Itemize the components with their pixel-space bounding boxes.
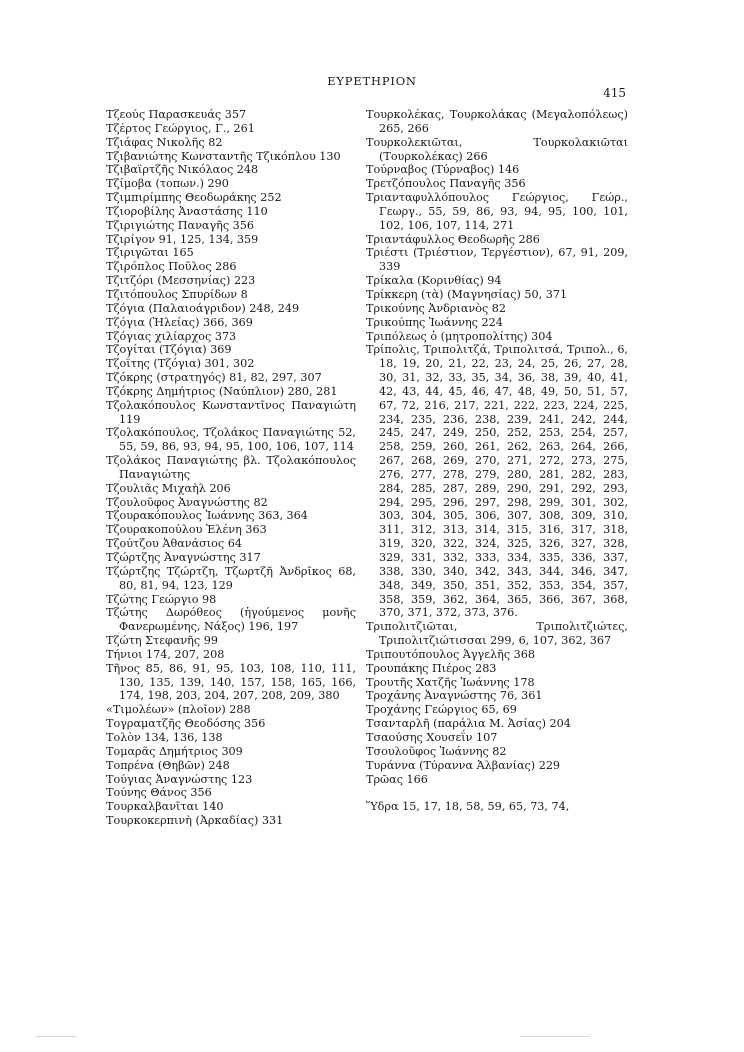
index-entry: Τζιτζόρι (Μεσσηνίας) 223 (106, 274, 256, 288)
index-entry: Τζοΐτης (Τζόγια) 301, 302 (106, 357, 255, 371)
index-entry: Τήνιοι 174, 207, 208 (106, 647, 225, 661)
index-entry: Τούνης Θάνος 356 (106, 786, 212, 800)
index-entry: Τογραματζῆς Θεοδόσης 356 (106, 717, 266, 731)
index-entry: Τουρκοκερπινὴ (Ἀρκαδίας) 331 (106, 814, 284, 828)
index-entry: Τζέρτος Γεώργιος, Γ., 261 (106, 121, 255, 135)
index-entry: Τζιρίγον 91, 125, 134, 359 (106, 232, 259, 246)
index-entry: «Τιμολέων» (πλοῖον) 288 (106, 703, 251, 717)
index-entry: Τομαρᾶς Δημήτριος 309 (106, 744, 243, 758)
index-entry: Τολὸν 134, 136, 138 (106, 730, 223, 744)
index-entry: Τριπουτόπουλος Ἀγγελῆς 368 (366, 647, 535, 661)
index-entry: Τζιμπιρίμπης Θεοδωράκης 252 (106, 191, 282, 205)
index-entry: Τροχάνης Ἀναγνώστης 76, 361 (366, 689, 543, 703)
index-entry: Τζολακόπουλος Κωνσταντῖνος Παναγιώτη 119 (106, 398, 356, 426)
index-column-left (106, 108, 356, 828)
index-entry: Τροχάνης Γεώργιος 65, 69 (366, 703, 517, 717)
scan-speck (520, 1036, 590, 1037)
index-entry: Τζώρτζης Ἀναγνώστης 317 (106, 551, 261, 564)
index-entry: Τζιβανιώτης Κωνσταντῆς Τζικόπλου 130 (106, 149, 341, 163)
index-entry: Τρικούνης Ἀνδριανὸς 82 (366, 301, 507, 315)
index-entry: Τριπολιτζιῶται, Τριπολιτζιώτες, Τριπολιτζιώτισσαι 299, 6, 107, 362, 367 (366, 620, 628, 648)
index-entry: Τρικούπης Ἰωάννης 224 (366, 315, 503, 329)
index-entry: Τζουλοῦφος Ἀναγνώστης 82 (106, 495, 268, 509)
index-entry: Τούγιας Ἀναγνώστης 123 (106, 772, 253, 786)
page-number: 415 (603, 86, 626, 100)
section-gap (366, 786, 628, 800)
index-entry: Τυράννα (Τύραννα Ἀλβανίας) 229 (366, 758, 561, 772)
index-entry: Τζώτης Γεώργιο 98 (106, 592, 217, 606)
index-entry: Τριαντάφυλλος Θεοδωρῆς 286 (366, 232, 540, 246)
index-entry: Τρίκαλα (Κορινθίας) 94 (366, 274, 502, 288)
index-entry: Τσουλοῦφος Ἰωάννης 82 (366, 744, 507, 758)
index-column-right (366, 108, 628, 814)
index-entry: Τρίκκερη (τὰ) (Μαγνησίας) 50, 371 (366, 287, 568, 301)
index-entry: Τζολακόπουλος, Τζολάκος Παναγιώτης 52, 55, 59, 86, 93, 94, 95, 100, 106, 107, 114 (106, 426, 356, 454)
index-entries-right (366, 108, 628, 786)
index-entry: Τρουτῆς Χατζῆς Ἰωάννης 178 (366, 675, 535, 689)
index-entry: Τζουλιᾶς Μιχαὴλ 206 (106, 481, 231, 495)
index-entry: Τζιριγιώτης Παναγῆς 356 (106, 218, 255, 232)
index-entry: Τζολάκος Παναγιώτης βλ. Τζολακόπουλος Παναγιώτης (106, 454, 356, 481)
index-entry: Τζιτόπουλος Σπυρίδων 8 (106, 287, 248, 301)
index-entry: Τρετζόπουλος Παναγῆς 356 (366, 177, 526, 191)
index-entry: Τζιβαϊρτζῆς Νικόλαος 248 (106, 163, 259, 177)
index-entry: Τζιοροβίλης Ἀναστάσης 110 (106, 204, 268, 218)
index-entry: Τριπόλεως ὁ (μητροπολίτης) 304 (366, 329, 553, 343)
index-entry: Τζουρακόπουλος Ἰωάννης 363, 364 (106, 509, 308, 523)
index-entry: Τριανταφυλλόπουλος Γεώργιος, Γεώρ., Γεωργ., 55, 59, 86, 93, 94, 95, 100, 101, 102, 106, 107, 114, 271 (366, 191, 628, 232)
index-entry: Τουρκαλβανῖται 140 (106, 800, 224, 814)
index-entry: Τσανταρλῆ (παράλια Μ. Ἀσίας) 204 (366, 717, 571, 731)
index-entry: Τζιάφας Νικολῆς 82 (106, 135, 223, 149)
index-entry: Τζόγια (Ἠλείας) 366, 369 (106, 315, 253, 329)
index-entry: Τζόκρης (στρατηγός) 81, 82, 297, 307 (106, 371, 322, 385)
index-entry: Τζίμοβα (τοπων.) 290 (106, 177, 229, 191)
index-entry: Τζόκρης Δημήτριος (Ναύπλιον) 280, 281 (106, 384, 338, 398)
index-entry: Τῆνος 85, 86, 91, 95, 103, 108, 110, 111, 130, 135, 139, 140, 157, 158, 165, 166, 174, 198, 203, 204, 207, 208, 209, 380 (106, 661, 356, 703)
index-entry: Τρίπολις, Τριπολιτζά, Τριπολιτσά, Τριπολ., 6, 18, 19, 20, 21, 22, 23, 24, 25, 26, 27, 28, 30, 31, 32, 33, 35, 34, 36, 38, 39, 40, 41, 42, 43, 44, 45, 46, 47, 48, 49, 50, 51, 57, 67, 72, 216, 217, 221, 222, 223, 224, 225, 234, 235, 236, 238, 239, 241, 242, 244, 245, 247, 249, 250, 252, 253, 254, 257, 258, 259, 260, 261, 262, 263, 264, 266, 267, 268, 269, 270, 271, 272, 273, 275, 276, 277, 278, 279, 280, 281, 282, 283, 284, 285, 287, 289, 290, 291, 292, 293, 294, 295, 296, 297, 298, 299, 301, 302, 303, 304, 305, 306, 307, 308, 309, 310, 311, 312, 313, 314, 315, 316, 317, 318, 319, 320, 322, 324, 325, 326, 327, 328, 329, 331, 332, 333, 334, 335, 336, 337, 338, 330, 340, 342, 343, 344, 346, 347, 348, 349, 350, 351, 352, 353, 354, 357, 358, 359, 362, 364, 365, 366, 367, 368, 370, 371, 372, 373, 376. (366, 343, 628, 620)
index-entry: Τριέστι (Τριέστιον, Τεργέστιον), 67, 91, 209, 339 (366, 246, 628, 274)
scan-speck (36, 1036, 76, 1037)
index-entry: Τούρναβος (Τύρναβος) 146 (366, 163, 520, 177)
index-entry: Τρουπάκης Πιέρος 283 (366, 661, 497, 675)
index-entry-next-letter: Ὕδρα 15, 17, 18, 58, 59, 65, 73, 74, (366, 800, 570, 814)
index-entry: Τζώτης Δωρόθεος (ἡγούμενος μονῆς Φανερωμένης, Νάξος) 196, 197 (106, 606, 356, 634)
index-entry: Τουρκολέκας, Τουρκολάκας (Μεγαλοπόλεως) 265, 266 (366, 108, 628, 135)
page-title: ΕΥΡΕΤΗΡΙΟΝ (327, 74, 417, 88)
index-entry: Τζουρακοπούλου Ἑλένη 363 (106, 523, 267, 537)
index-entry: Τρῶας 166 (366, 772, 428, 786)
index-entry: Τοπρένα (Θηβῶν) 248 (106, 758, 230, 772)
index-entry: Τζογίται (Τζόγια) 369 (106, 343, 232, 357)
index-entry: Τζιρόπλος Ποῦλος 286 (106, 260, 237, 274)
index-entry: Τζώτη Στεφανῆς 99 (106, 634, 218, 648)
index-entry: Τζούτζου Ἀθανάσιος 64 (106, 537, 242, 551)
index-entry: Τζιριγῶται 165 (106, 246, 194, 260)
index-entry: Τζεούς Παρασκευάς 357 (106, 108, 247, 121)
index-entry: Τζώρτζης Τζώρτζη, Τζωρτζῆ Ἀνδρῖκος 68, 80, 81, 94, 123, 129 (106, 564, 356, 592)
index-entry: Τουρκολεκιῶται, Τουρκολακιῶται (Τουρκολέκας) 266 (366, 135, 628, 163)
index-entry: Τσαούσης Χουσεΐν 107 (366, 730, 498, 744)
index-entry: Τζόγιας χιλίαρχος 373 (106, 329, 237, 343)
index-entry: Τζόγια (Παλαιοάγριδον) 248, 249 (106, 301, 300, 315)
